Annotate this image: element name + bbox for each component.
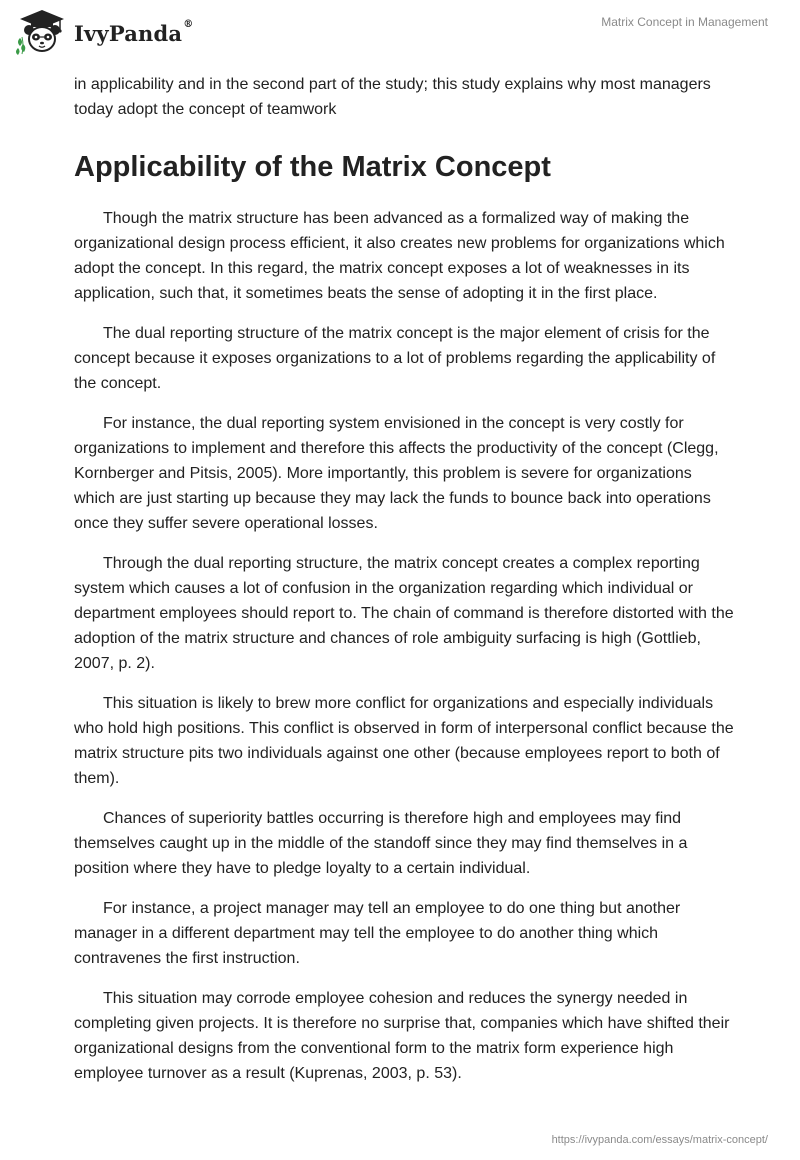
panda-graduate-icon — [14, 8, 70, 56]
source-url[interactable]: https://ivypanda.com/essays/matrix-concept/ — [551, 1134, 768, 1146]
paragraph-2: The dual reporting structure of the matrix concept is the major element of crisis for the concept because it exposes organizations to a lot of problems regarding the applicability of the concept. — [74, 325, 716, 392]
registered-mark: ® — [183, 18, 194, 30]
logo-text: IvyPanda® — [74, 18, 194, 46]
intro-paragraph: in applicability and in the second part of the study; this study explains why most managers today adopt the concept of teamwork — [74, 76, 711, 118]
page-header — [0, 0, 800, 64]
paragraph-8: This situation may corrode employee cohesion and reduces the synergy needed in completing given projects. It is therefore no surprise that, companies which have shifted their organizational designs from the conventional form to the matrix form experience high employee turnover as a result (Kuprenas, 2003, p. 53). — [74, 990, 730, 1082]
paragraph-3: For instance, the dual reporting system envisioned in the concept is very costly for organizations to implement and therefore this affects the productivity of the concept (Clegg, Kornberger and Pitsis, 2005). More importantly, this problem is severe for organizations which are just starting up because they may lack the funds to bounce back into operations once they suffer severe operational losses. — [74, 415, 719, 532]
paragraph-1: Though the matrix structure has been advanced as a formalized way of making the organizational design process efficient, it also creates new problems for organizations which adopt the concept. In this regard, the matrix concept exposes a lot of weaknesses in its application, such that, it sometimes beats the sense of adopting it in the first place. — [74, 210, 725, 302]
ivypanda-logo[interactable] — [14, 8, 193, 56]
paragraph-6: Chances of superiority battles occurring is therefore high and employees may find themselves caught up in the middle of the standoff since they may find themselves in a position where they have to pledge loyalty to a certain individual. — [74, 810, 688, 877]
section-heading: Applicability of the Matrix Concept — [74, 151, 551, 183]
paragraph-7: For instance, a project manager may tell an employee to do one thing but another manager in a different department may tell the employee to do another thing which contravenes the first instruction. — [74, 900, 681, 967]
paragraph-4: Through the dual reporting structure, the matrix concept creates a complex reporting system which causes a lot of confusion in the organization regarding which individual or department employees should report to. The chain of command is therefore distorted with the adoption of the matrix structure and chances of role ambiguity surfacing is high (Gottlieb, 2007, p. 2). — [74, 555, 734, 672]
article-body — [74, 72, 734, 1101]
paragraph-5: This situation is likely to brew more conflict for organizations and especially individuals who hold high positions. This conflict is observed in form of interpersonal conflict because the matrix structure pits two individuals against one other (because employees report to both of them). — [74, 695, 734, 787]
document-title: Matrix Concept in Management — [601, 15, 768, 29]
